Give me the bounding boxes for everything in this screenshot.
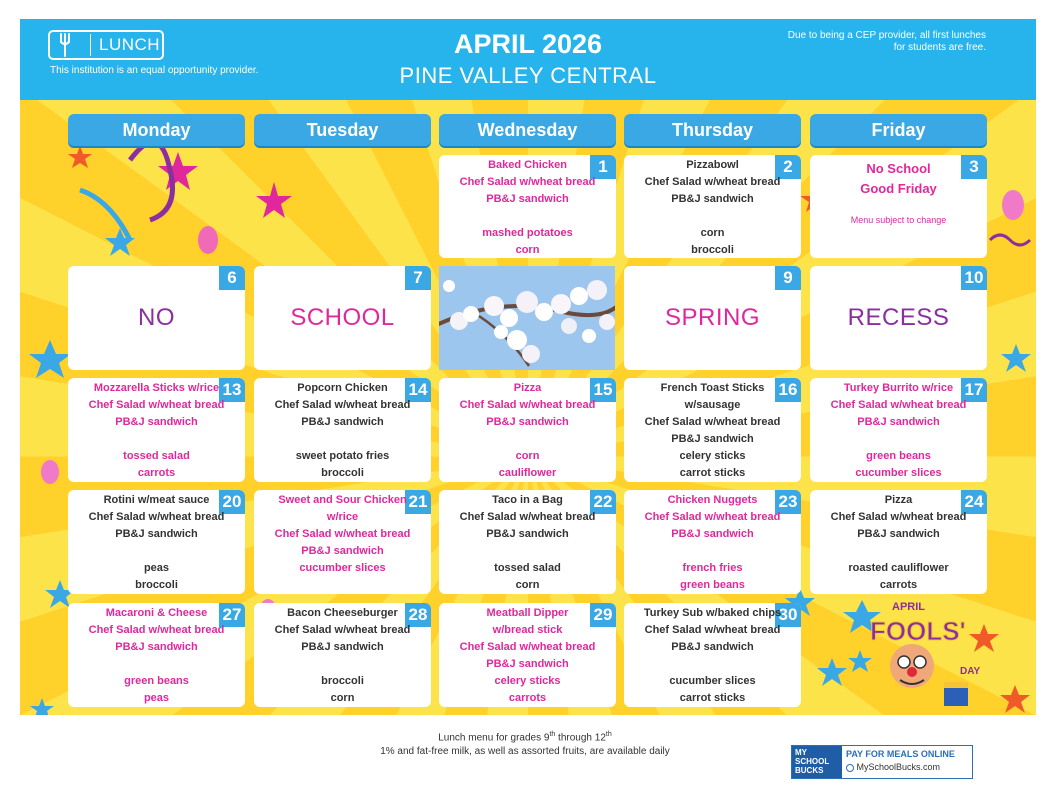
menu-item: Chef Salad w/wheat bread (274, 624, 411, 636)
star-icon (29, 340, 71, 378)
menu-items (68, 605, 245, 707)
calendar-day-cell (68, 603, 245, 707)
menu-items (439, 605, 616, 707)
menu-item: green beans (680, 579, 745, 591)
menu-items (68, 492, 245, 594)
day-number: 17 (961, 378, 987, 402)
calendar-day-cell (68, 266, 245, 370)
menu-item: Chef Salad w/wheat bread (88, 624, 225, 636)
spring-recess-word: SCHOOL (290, 304, 395, 331)
menu-item: PB&J sandwich (115, 416, 198, 428)
april-fools-line3: DAY (960, 666, 981, 677)
menu-item: PB&J sandwich (671, 528, 754, 540)
menu-item: Chicken Nuggets (667, 494, 758, 506)
menu-item: carrot sticks (679, 467, 746, 479)
day-number: 23 (775, 490, 801, 514)
menu-item (68, 543, 245, 560)
menu-item: Chef Salad w/wheat bread (459, 399, 596, 411)
menu-item: broccoli (691, 244, 734, 256)
april-fools-line2: FOOLS' (870, 616, 966, 646)
spring-recess-word: RECESS (847, 304, 950, 331)
menu-item: carrots (879, 579, 918, 591)
menu-item: Chef Salad w/wheat bread (459, 176, 596, 188)
menu-items (254, 380, 431, 482)
menu-item: sweet potato fries (295, 450, 390, 462)
menu-items (624, 380, 801, 482)
menu-item: PB&J sandwich (115, 641, 198, 653)
menu-item: Turkey Burrito w/rice (843, 382, 954, 394)
menu-item (439, 208, 616, 225)
day-number: 2 (775, 155, 801, 179)
menu-item: french fries (682, 562, 743, 574)
menu-item: mashed potatoes (482, 227, 573, 239)
menu-item: corn (330, 692, 355, 704)
menu-item: corn (515, 244, 540, 256)
menu-item: Chef Salad w/wheat bread (644, 624, 781, 636)
no-school-label: No School (866, 161, 931, 176)
myschoolbucks-link[interactable] (791, 745, 973, 779)
calendar-day-cell (68, 378, 245, 482)
menu-items (439, 157, 616, 258)
day-number: 21 (405, 490, 431, 514)
spring-recess-word: SPRING (664, 304, 760, 331)
menu-item: PB&J sandwich (486, 658, 569, 670)
menu-item: Sweet and Sour Chicken (278, 494, 407, 506)
menu-item (68, 656, 245, 673)
menu-item: carrot sticks (679, 692, 746, 704)
menu-item: PB&J sandwich (486, 193, 569, 205)
menu-item (254, 431, 431, 448)
menu-item: corn (515, 579, 540, 591)
menu-item: Chef Salad w/wheat bread (274, 528, 411, 540)
day-number: 10 (961, 266, 987, 290)
menu-item: carrots (508, 692, 547, 704)
star-icon (256, 182, 292, 218)
menu-item: PB&J sandwich (671, 641, 754, 653)
day-number: 30 (775, 603, 801, 627)
menu-items (810, 492, 987, 594)
menu-item: Pizzabowl (686, 159, 739, 171)
menu-items (68, 380, 245, 482)
balloon-icon (41, 460, 59, 484)
calendar-day-cell (624, 603, 801, 707)
menu-item: Chef Salad w/wheat bread (459, 641, 596, 653)
day-number: 24 (961, 490, 987, 514)
cherry-blossom-image (439, 266, 615, 370)
day-number: 6 (219, 266, 245, 290)
menu-subject-note: Menu subject to change (850, 215, 947, 225)
menu-item: Chef Salad w/wheat bread (88, 399, 225, 411)
menu-item: green beans (866, 450, 931, 462)
menu-items (810, 380, 987, 482)
menu-item: PB&J sandwich (486, 528, 569, 540)
calendar-day-cell (624, 378, 801, 482)
day-header-wednesday: Wednesday (439, 114, 616, 146)
menu-item: cucumber slices (669, 675, 756, 687)
star-icon (30, 698, 54, 715)
school-name: PINE VALLEY CENTRAL (399, 63, 657, 88)
balloon-icon (198, 226, 218, 254)
day-number: 3 (961, 155, 987, 179)
menu-item: tossed salad (123, 450, 190, 462)
milk-note: 1% and fat-free milk, as well as assorted fruits, are available daily (380, 746, 670, 757)
menu-items (254, 605, 431, 707)
cherry-blossom-photo (439, 266, 615, 370)
equal-opportunity-statement: This institution is an equal opportunity provider. (50, 65, 259, 76)
menu-item: PB&J sandwich (486, 416, 569, 428)
day-header-monday: Monday (68, 114, 245, 146)
balloon-icon (1002, 190, 1024, 220)
calendar-day-cell (439, 603, 616, 707)
menu-item (624, 208, 801, 225)
calendar-day-cell (439, 490, 616, 594)
menu-item (624, 656, 801, 673)
menu-item: broccoli (135, 579, 178, 591)
menu-item: w/sausage (684, 399, 741, 411)
day-number: 28 (405, 603, 431, 627)
star-icon (105, 228, 135, 256)
menu-items (624, 605, 801, 707)
page-title: APRIL 2026 (453, 29, 603, 59)
day-number: 29 (590, 603, 616, 627)
menu-item (624, 543, 801, 560)
calendar-day-cell (624, 266, 801, 370)
menu-item (810, 543, 987, 560)
day-number: 20 (219, 490, 245, 514)
menu-item: Chef Salad w/wheat bread (644, 416, 781, 428)
menu-item: PB&J sandwich (301, 545, 384, 557)
menu-item: roasted cauliflower (848, 562, 949, 574)
menu-item: corn (515, 450, 540, 462)
day-number: 9 (775, 266, 801, 290)
calendar-day-cell (810, 378, 987, 482)
globe-icon (846, 764, 854, 772)
day-number: 27 (219, 603, 245, 627)
menu-item: PB&J sandwich (115, 528, 198, 540)
menu-item (68, 431, 245, 448)
menu-item: Baked Chicken (488, 159, 567, 171)
menu-items (254, 492, 431, 594)
menu-item: w/rice (326, 511, 359, 523)
star-icon (1001, 344, 1031, 372)
menu-item: cucumber slices (855, 467, 942, 479)
menu-item: Rotini w/meat sauce (103, 494, 210, 506)
menu-item: Macaroni & Cheese (105, 607, 208, 619)
myschoolbucks-logo: MY SCHOOL BUCKS (792, 746, 842, 778)
menu-item: Popcorn Chicken (297, 382, 388, 394)
menu-item: PB&J sandwich (857, 528, 940, 540)
calendar-day-cell (254, 266, 431, 370)
header-banner (20, 19, 1036, 100)
menu-item: Chef Salad w/wheat bread (88, 511, 225, 523)
menu-item: w/bread stick (492, 624, 563, 636)
myschoolbucks-url[interactable]: MySchoolBucks.com (846, 762, 968, 772)
grades-note: Lunch menu for grades 9th through 12th (438, 731, 612, 744)
menu-item: peas (143, 692, 170, 704)
calendar-day-cell (624, 490, 801, 594)
calendar-day-cell (439, 155, 616, 258)
pay-online-label: PAY FOR MEALS ONLINE (846, 749, 955, 759)
star-icon (158, 152, 198, 190)
day-number: 22 (590, 490, 616, 514)
calendar-day-cell (68, 490, 245, 594)
menu-item: Chef Salad w/wheat bread (644, 511, 781, 523)
menu-item: PB&J sandwich (671, 193, 754, 205)
menu-item: celery sticks (494, 675, 561, 687)
menu-item: PB&J sandwich (857, 416, 940, 428)
menu-item: Chef Salad w/wheat bread (459, 511, 596, 523)
menu-item: cauliflower (498, 467, 557, 479)
menu-item: PB&J sandwich (301, 641, 384, 653)
calendar-day-cell (254, 490, 431, 594)
day-number: 16 (775, 378, 801, 402)
calendar-day-cell (624, 155, 801, 258)
day-header-friday: Friday (810, 114, 987, 146)
menu-items (624, 157, 801, 258)
day-header-thursday: Thursday (624, 114, 801, 146)
menu-item: broccoli (321, 467, 364, 479)
menu-items (439, 380, 616, 482)
menu-item: Turkey Sub w/baked chips (643, 607, 782, 619)
menu-item: broccoli (321, 675, 364, 687)
menu-item: PB&J sandwich (301, 416, 384, 428)
menu-items (439, 492, 616, 594)
calendar-day-cell (810, 266, 987, 370)
menu-item: Pizza (513, 382, 542, 394)
menu-item: carrots (137, 467, 176, 479)
menu-item: corn (700, 227, 725, 239)
menu-item: Chef Salad w/wheat bread (830, 511, 967, 523)
calendar-day-cell (810, 155, 987, 258)
menu-item: Chef Salad w/wheat bread (830, 399, 967, 411)
day-number: 13 (219, 378, 245, 402)
menu-item: Meatball Dipper (486, 607, 569, 619)
day-header-tuesday: Tuesday (254, 114, 431, 146)
calendar-day-cell (810, 490, 987, 594)
cep-note: Due to being a CEP provider, all first lunches for students are free. (787, 30, 986, 53)
menu-item: Mozzarella Sticks w/rice (93, 382, 220, 394)
menu-item: cucumber slices (299, 562, 386, 574)
menu-item: Pizza (884, 494, 913, 506)
holiday-label: Good Friday (860, 181, 937, 196)
menu-item: Chef Salad w/wheat bread (274, 399, 411, 411)
menu-item: peas (143, 562, 170, 574)
day-number: 15 (590, 378, 616, 402)
lunch-logo-label: LUNCH (90, 34, 160, 56)
day-number: 14 (405, 378, 431, 402)
menu-item: Taco in a Bag (492, 494, 563, 506)
day-number: 7 (405, 266, 431, 290)
spring-recess-word: NO (138, 304, 175, 331)
menu-item (439, 431, 616, 448)
menu-items (624, 492, 801, 594)
menu-item: celery sticks (679, 450, 746, 462)
day-number: 1 (590, 155, 616, 179)
menu-item: French Toast Sticks (660, 382, 765, 394)
menu-item: green beans (124, 675, 189, 687)
menu-item (810, 431, 987, 448)
calendar-day-cell (254, 378, 431, 482)
menu-item: Bacon Cheeseburger (287, 607, 398, 619)
menu-item (439, 543, 616, 560)
april-fools-line1: APRIL (892, 601, 925, 613)
calendar-day-cell (254, 603, 431, 707)
menu-item: PB&J sandwich (671, 433, 754, 445)
menu-item (254, 656, 431, 673)
menu-item (254, 577, 431, 594)
menu-item: tossed salad (494, 562, 561, 574)
star-icon (68, 146, 92, 168)
april-fools-day-graphic (812, 596, 1008, 712)
calendar-day-cell (439, 378, 616, 482)
menu-item: Chef Salad w/wheat bread (644, 176, 781, 188)
